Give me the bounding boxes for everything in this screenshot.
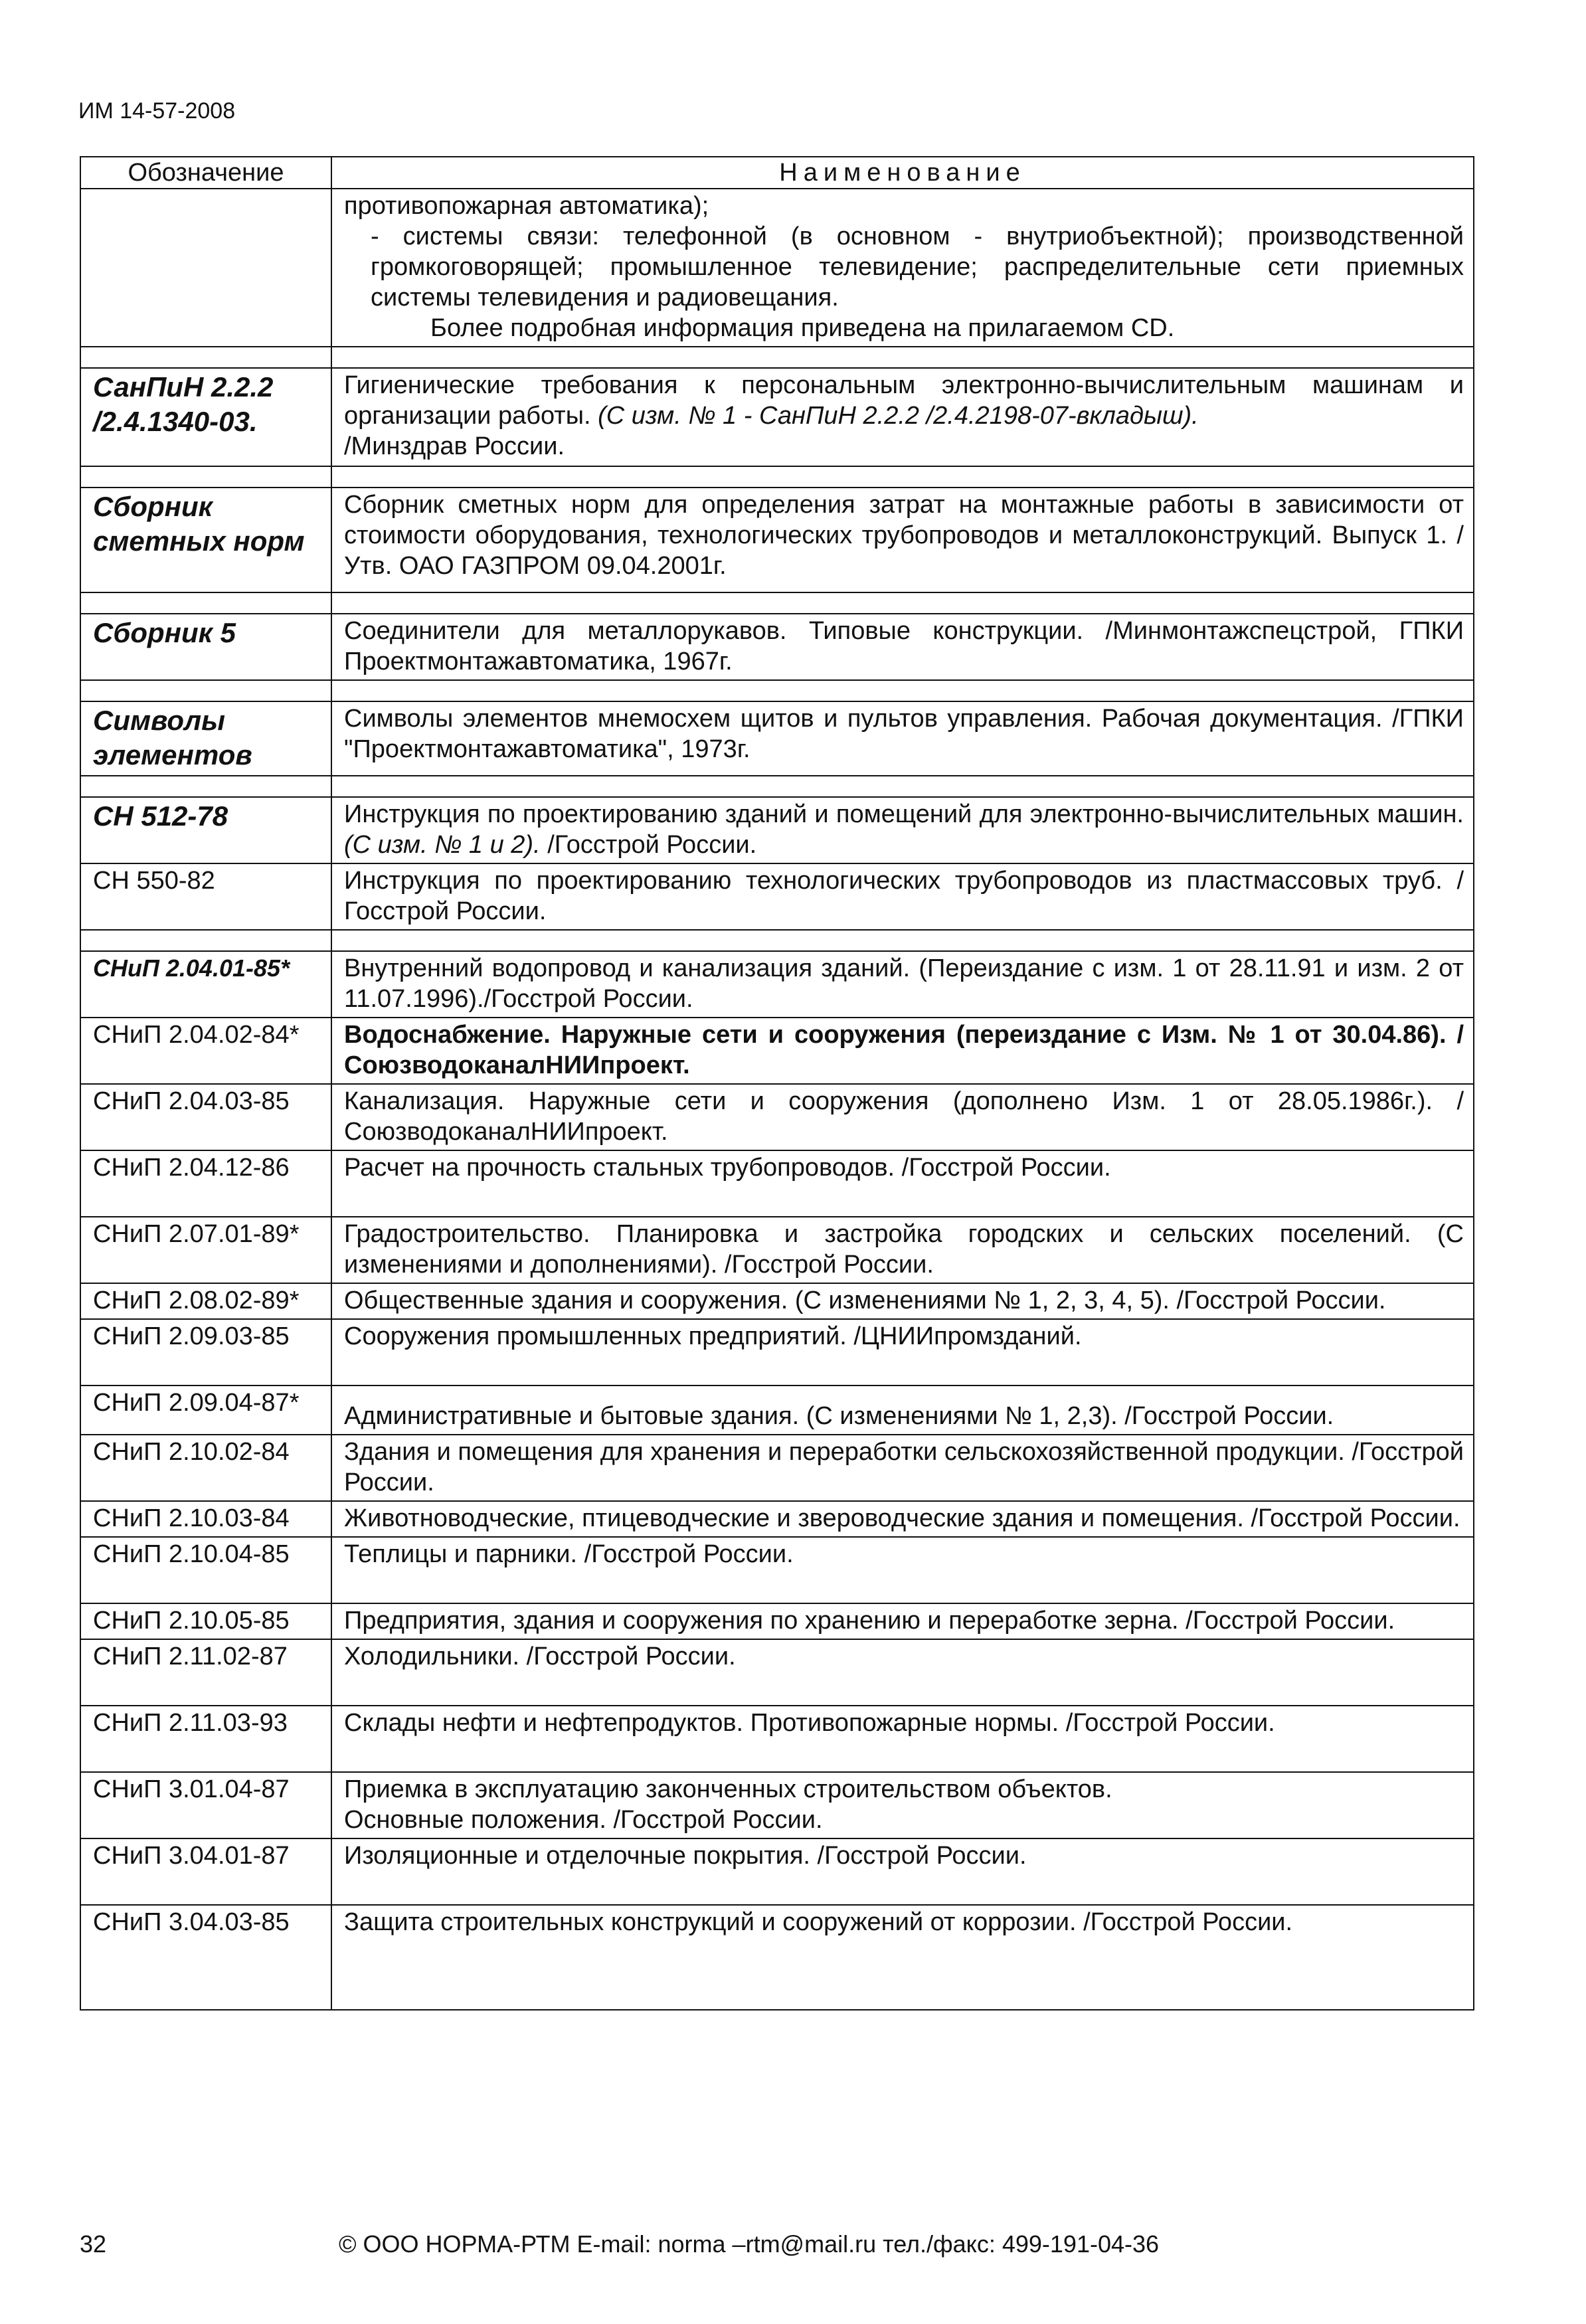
row-code: СНиП 3.04.01-87 bbox=[80, 1838, 331, 1905]
row-description: Холодильники. /Госстрой России. bbox=[331, 1639, 1474, 1706]
row-text-italic: (С изм. № 1 и 2). bbox=[344, 831, 541, 859]
row-description: Изоляционные и отделочные покрытия. /Госстрой России. bbox=[331, 1838, 1474, 1905]
row-code: СанПиН 2.2.2 /2.4.1340-03. bbox=[80, 368, 331, 466]
table-row bbox=[80, 1905, 1474, 2010]
row-description: Сборник сметных норм для определения затрат на монтажные работы в зависимости от стоимости оборудования, технологических трубопроводов и металлоконструкций. Выпуск 1. /Утв. ОАО ГАЗПРОМ 09.04.2001г. bbox=[331, 488, 1474, 592]
row-description: Общественные здания и сооружения. (С изменениями № 1, 2, 3, 4, 5). /Госстрой России. bbox=[331, 1283, 1474, 1319]
row-text: /Госстрой России. bbox=[547, 831, 757, 859]
continuation-line: - системы связи: телефонной (в основном - внутриобъектной); производственной громкоговорящей; промышленное телевидение; распределительные сети приемных системы телевидения и радиовещания. bbox=[371, 223, 1464, 312]
row-text: Основные положения. /Госстрой России. bbox=[344, 1806, 823, 1834]
row-description: Сооружения промышленных предприятий. /ЦНИИпромзданий. bbox=[331, 1319, 1474, 1385]
row-code: СНиП 2.09.04-87* bbox=[80, 1385, 331, 1435]
row-description: Теплицы и парники. /Госстрой России. bbox=[331, 1537, 1474, 1603]
table-row bbox=[80, 1603, 1474, 1639]
row-description bbox=[331, 368, 1474, 466]
table-row bbox=[80, 1706, 1474, 1772]
table-row bbox=[80, 1639, 1474, 1706]
table-row bbox=[80, 951, 1474, 1018]
row-description: Градостроительство. Планировка и застройка городских и сельских поселений. (С изменениями и дополнениями). /Госстрой России. bbox=[331, 1217, 1474, 1283]
normative-documents-table bbox=[80, 156, 1474, 2011]
continuation-line: Более подробная информация приведена на прилагаемом CD. bbox=[430, 314, 1175, 342]
row-description: Склады нефти и нефтепродуктов. Противопожарные нормы. /Госстрой России. bbox=[331, 1706, 1474, 1772]
table-row bbox=[80, 1501, 1474, 1537]
row-code: СНиП 2.10.02-84 bbox=[80, 1435, 331, 1501]
row-text-italic: (С изм. № 1 - СанПиН 2.2.2 /2.4.2198-07-вкладыш). bbox=[598, 402, 1199, 430]
table-row bbox=[80, 1435, 1474, 1501]
row-code: СНиП 2.04.02-84* bbox=[80, 1018, 331, 1084]
row-description: Внутренний водопровод и канализация зданий. (Переиздание с изм. 1 от 28.11.91 и изм. 2 от 11.07.1996)./Госстрой России. bbox=[331, 951, 1474, 1018]
row-code: СНиП 3.04.03-85 bbox=[80, 1905, 331, 2010]
footer-copyright: © ООО НОРМА-РТМ E-mail: norma –rtm@mail.ru тел./факс: 499-191-04-36 bbox=[339, 2230, 1160, 2258]
row-text: Гигиенические требования к персональным электронно-вычислительным машинам и организации работы. bbox=[344, 371, 1464, 430]
row-description bbox=[331, 797, 1474, 863]
table-row bbox=[80, 701, 1474, 776]
spacer-row bbox=[80, 466, 1474, 488]
row-code: Сборник 5 bbox=[80, 614, 331, 680]
row-description: Защита строительных конструкций и сооружений от коррозии. /Госстрой России. bbox=[331, 1905, 1474, 2010]
table-header-row bbox=[80, 157, 1474, 189]
table-row bbox=[80, 1838, 1474, 1905]
table-row bbox=[80, 189, 1474, 347]
table-row bbox=[80, 1772, 1474, 1838]
row-code: СНиП 2.08.02-89* bbox=[80, 1283, 331, 1319]
row-description: Расчет на прочность стальных трубопроводов. /Госстрой России. bbox=[331, 1150, 1474, 1217]
row-code: СНиП 2.09.03-85 bbox=[80, 1319, 331, 1385]
continuation-line: противопожарная автоматика); bbox=[344, 192, 709, 220]
row-code: СНиП 2.10.03-84 bbox=[80, 1501, 331, 1537]
table-row bbox=[80, 1217, 1474, 1283]
row-description: Символы элементов мнемосхем щитов и пультов управления. Рабочая документация. /ГПКИ "Проектмонтажавтоматика", 1973г. bbox=[331, 701, 1474, 776]
table-row bbox=[80, 797, 1474, 863]
table-row bbox=[80, 1537, 1474, 1603]
row-text: Инструкция по проектированию зданий и помещений для электронно-вычислительных машин. bbox=[344, 800, 1464, 828]
table-row bbox=[80, 863, 1474, 930]
row-description bbox=[331, 189, 1474, 347]
spacer-row bbox=[80, 930, 1474, 951]
row-description: Административные и бытовые здания. (С изменениями № 1, 2,3). /Госстрой России. bbox=[331, 1385, 1474, 1435]
page-number: 32 bbox=[80, 2230, 107, 2258]
row-code: СН 550-82 bbox=[80, 863, 331, 930]
table-row bbox=[80, 614, 1474, 680]
row-description: Животноводческие, птицеводческие и звероводческие здания и помещения. /Госстрой России. bbox=[331, 1501, 1474, 1537]
row-code: Сборник сметных норм bbox=[80, 488, 331, 592]
table-row bbox=[80, 1283, 1474, 1319]
row-code: СНиП 2.04.12-86 bbox=[80, 1150, 331, 1217]
table-row bbox=[80, 1385, 1474, 1435]
table-row bbox=[80, 1018, 1474, 1084]
row-code: Символы элементов bbox=[80, 701, 331, 776]
header-name-column: Наименование bbox=[331, 157, 1474, 189]
row-description: Водоснабжение. Наружные сети и сооружения (переиздание с Изм. № 1 от 30.04.86). /СоюзводоканалНИИпроект. bbox=[331, 1018, 1474, 1084]
row-code: СНиП 2.11.02-87 bbox=[80, 1639, 331, 1706]
row-code: СНиП 2.04.01-85* bbox=[80, 951, 331, 1018]
header-code-column: Обозначение bbox=[80, 157, 331, 189]
table-row bbox=[80, 1084, 1474, 1150]
table-row bbox=[80, 488, 1474, 592]
table-row bbox=[80, 1319, 1474, 1385]
row-description: Здания и помещения для хранения и переработки сельскохозяйственной продукции. /Госстрой России. bbox=[331, 1435, 1474, 1501]
row-code: СНиП 2.11.03-93 bbox=[80, 1706, 331, 1772]
row-description: Соединители для металлорукавов. Типовые конструкции. /Минмонтажспецстрой, ГПКИ Проектмонтажавтоматика, 1967г. bbox=[331, 614, 1474, 680]
row-description: Инструкция по проектированию технологических трубопроводов из пластмассовых труб. /Госстрой России. bbox=[331, 863, 1474, 930]
row-code: СНиП 2.10.04-85 bbox=[80, 1537, 331, 1603]
table-row bbox=[80, 368, 1474, 466]
row-text: /Минздрав России. bbox=[344, 432, 565, 460]
row-code: СН 512-78 bbox=[80, 797, 331, 863]
spacer-row bbox=[80, 776, 1474, 797]
spacer-row bbox=[80, 592, 1474, 614]
row-description bbox=[331, 1772, 1474, 1838]
document-code: ИМ 14-57-2008 bbox=[78, 98, 236, 124]
row-code: СНиП 2.04.03-85 bbox=[80, 1084, 331, 1150]
row-code: СНиП 2.07.01-89* bbox=[80, 1217, 331, 1283]
table-row bbox=[80, 1150, 1474, 1217]
row-description: Предприятия, здания и сооружения по хранению и переработке зерна. /Госстрой России. bbox=[331, 1603, 1474, 1639]
row-code: СНиП 2.10.05-85 bbox=[80, 1603, 331, 1639]
row-description: Канализация. Наружные сети и сооружения (дополнено Изм. 1 от 28.05.1986г.). /СоюзводоканалНИИпроект. bbox=[331, 1084, 1474, 1150]
spacer-row bbox=[80, 680, 1474, 701]
row-code bbox=[80, 189, 331, 347]
row-text: Приемка в эксплуатацию законченных строительством объектов. bbox=[344, 1775, 1112, 1803]
spacer-row bbox=[80, 347, 1474, 368]
row-code: СНиП 3.01.04-87 bbox=[80, 1772, 331, 1838]
